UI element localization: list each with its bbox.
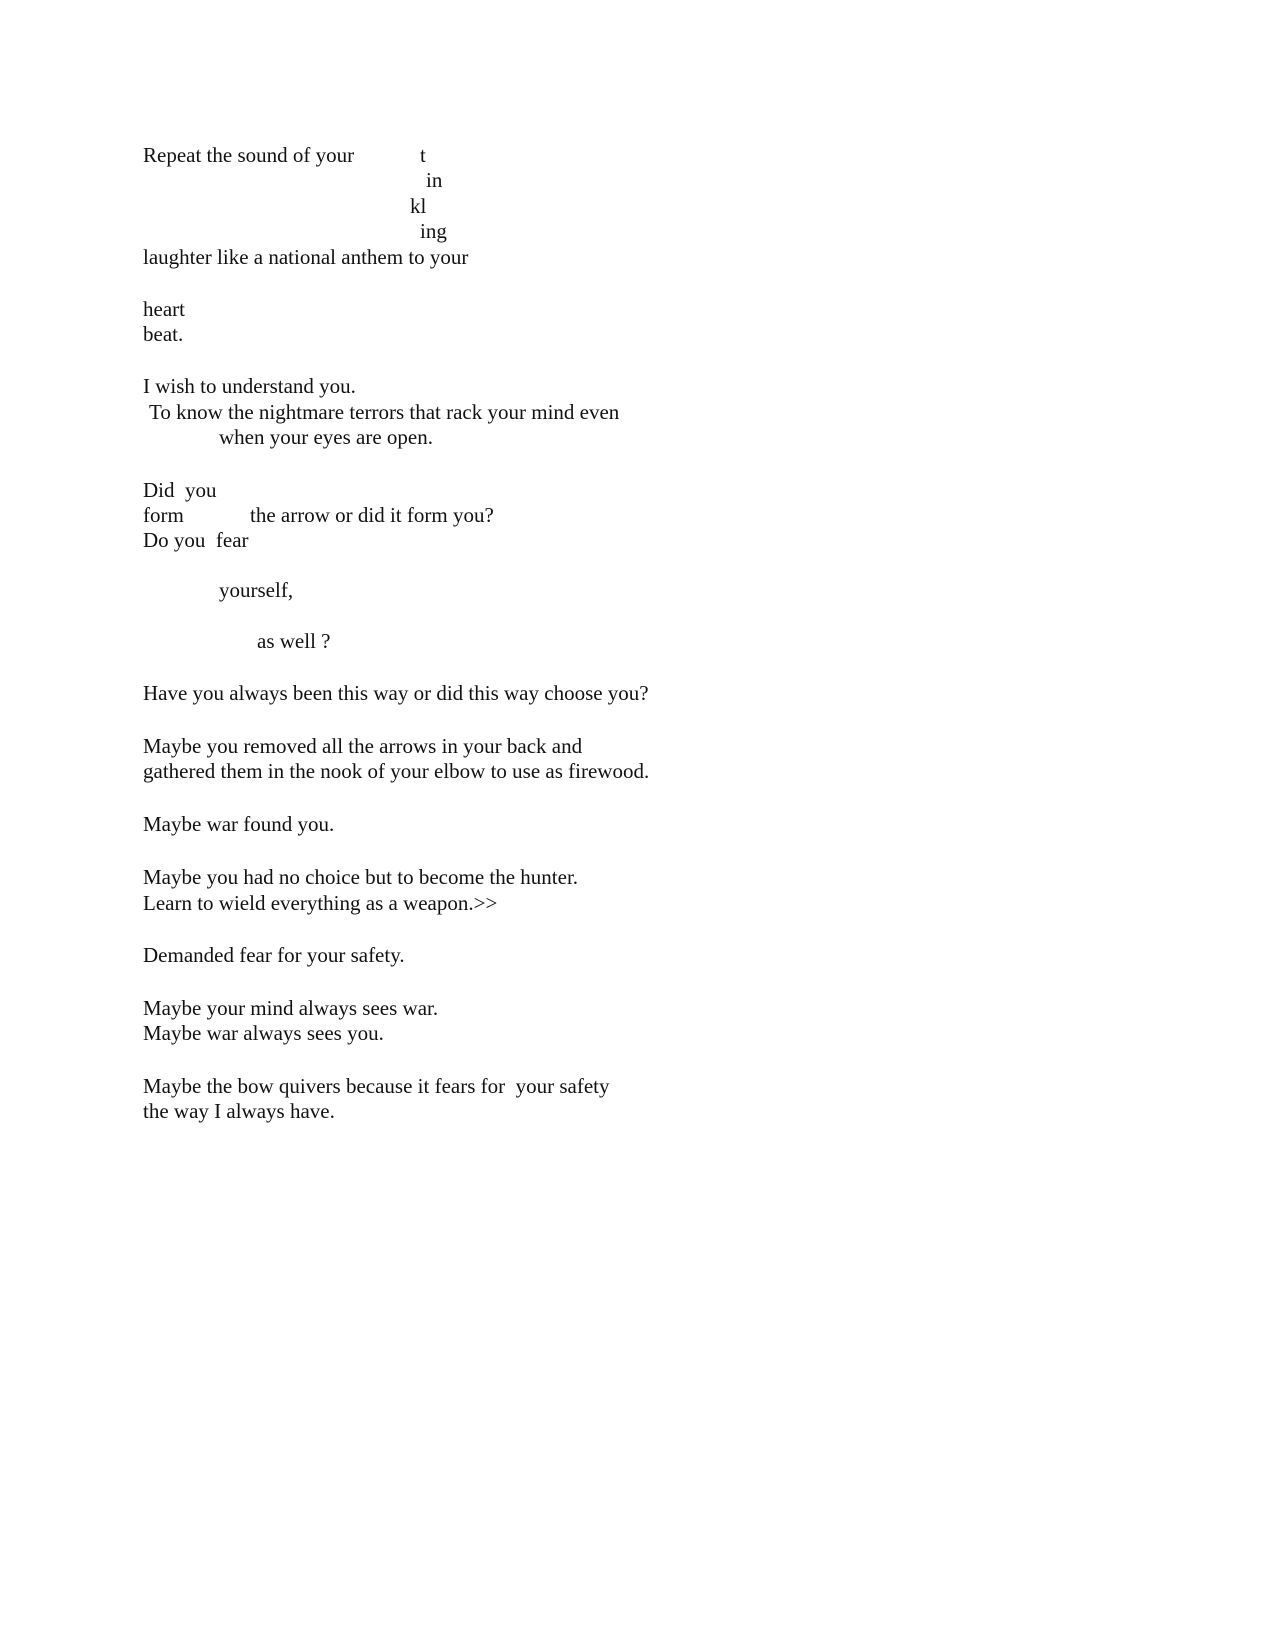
poem-line: Maybe you had no choice but to become the hunter. <box>143 865 579 889</box>
poem-line: ing <box>420 219 447 243</box>
poem-line: Maybe you removed all the arrows in your back and <box>143 734 583 758</box>
poem-line: Maybe war found you. <box>143 812 335 836</box>
poem-line: Maybe your mind always sees war. <box>143 996 439 1020</box>
poem-line: the way I always have. <box>143 1099 335 1123</box>
poem-line: when your eyes are open. <box>219 425 433 449</box>
poem-line: Maybe the bow quivers because it fears for your safety <box>143 1074 610 1098</box>
poem-line: Do you fear <box>143 528 249 552</box>
poem-line: Demanded fear for your safety. <box>143 943 405 967</box>
poem-line: form <box>143 503 184 527</box>
poem-line: in <box>426 168 443 192</box>
poem-line: To know the nightmare terrors that rack your mind even <box>149 400 620 424</box>
poem-line: gathered them in the nook of your elbow to use as firewood. <box>143 759 650 783</box>
poem-line: Have you always been this way or did this way choose you? <box>143 681 649 705</box>
poem-line: Did you <box>143 478 217 502</box>
poem-line: Maybe war always sees you. <box>143 1021 384 1045</box>
poem-line: kl <box>410 194 427 218</box>
poem-line: as well ? <box>257 629 331 653</box>
poem-line: laughter like a national anthem to your <box>143 245 469 269</box>
poem-line: t <box>420 143 426 167</box>
poem-line: Learn to wield everything as a weapon.>> <box>143 891 498 915</box>
poem-line: the arrow or did it form you? <box>250 503 494 527</box>
poem-line: heart <box>143 297 185 321</box>
poem-line: beat. <box>143 322 184 346</box>
poem-line: Repeat the sound of your <box>143 143 355 167</box>
poem-line: I wish to understand you. <box>143 374 356 398</box>
poem-line: yourself, <box>219 578 294 602</box>
